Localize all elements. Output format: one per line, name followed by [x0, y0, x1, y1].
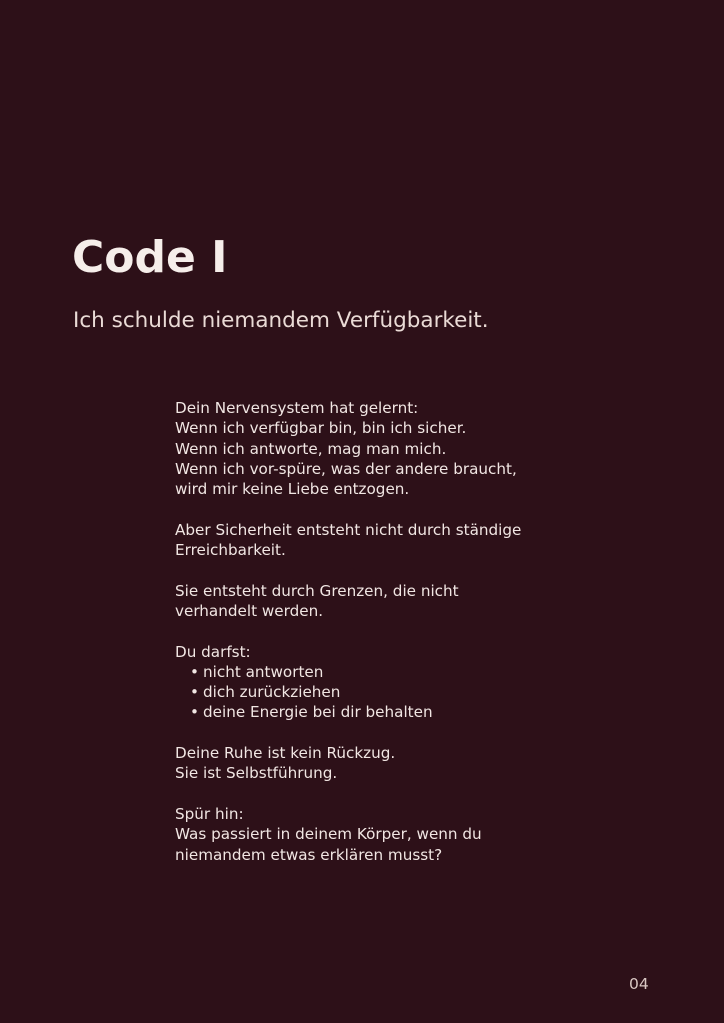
text-line: Sie ist Selbstführung.: [175, 764, 338, 783]
text-line: Aber Sicherheit entsteht nicht durch ständige: [175, 520, 522, 539]
text-line: Was passiert in deinem Körper, wenn du: [175, 825, 482, 844]
list-item-text: dich zurückziehen: [203, 683, 341, 702]
text-line: Spür hin:: [175, 804, 244, 823]
text-line: Wenn ich vor-spüre, was der andere braucht,: [175, 459, 517, 478]
permissions-intro: Du darfst:: [175, 642, 251, 661]
text-line: Sie entsteht durch Grenzen, die nicht: [175, 581, 459, 600]
list-item-text: deine Energie bei dir behalten: [203, 703, 433, 722]
bullet-icon: •: [190, 683, 199, 702]
paragraph-calm: [175, 743, 575, 784]
permissions-list: [175, 662, 575, 723]
page-title: Code I: [72, 232, 228, 283]
paragraph-reflection: [175, 804, 575, 865]
bullet-icon: •: [190, 703, 199, 722]
page-number: 04: [629, 975, 649, 993]
list-item: [190, 662, 575, 682]
paragraph-boundaries: [175, 581, 575, 622]
text-line: niemandem etwas erklären musst?: [175, 845, 443, 864]
paragraph-permissions: [175, 642, 575, 723]
list-item: [190, 702, 575, 722]
text-line: Deine Ruhe ist kein Rückzug.: [175, 744, 396, 763]
page-subtitle: Ich schulde niemandem Verfügbarkeit.: [73, 308, 489, 333]
bullet-icon: •: [190, 662, 199, 681]
list-item-text: nicht antworten: [203, 662, 324, 681]
paragraph-security: [175, 520, 575, 561]
list-item: [190, 682, 575, 702]
text-line: verhandelt werden.: [175, 601, 324, 620]
text-line: Wenn ich verfügbar bin, bin ich sicher.: [175, 419, 467, 438]
text-line: wird mir keine Liebe entzogen.: [175, 480, 410, 499]
text-line: Erreichbarkeit.: [175, 541, 286, 560]
text-line: Wenn ich antworte, mag man mich.: [175, 439, 447, 458]
body-text: [175, 398, 575, 885]
text-line: Dein Nervensystem hat gelernt:: [175, 399, 419, 417]
paragraph-nervous-system: [175, 398, 575, 499]
